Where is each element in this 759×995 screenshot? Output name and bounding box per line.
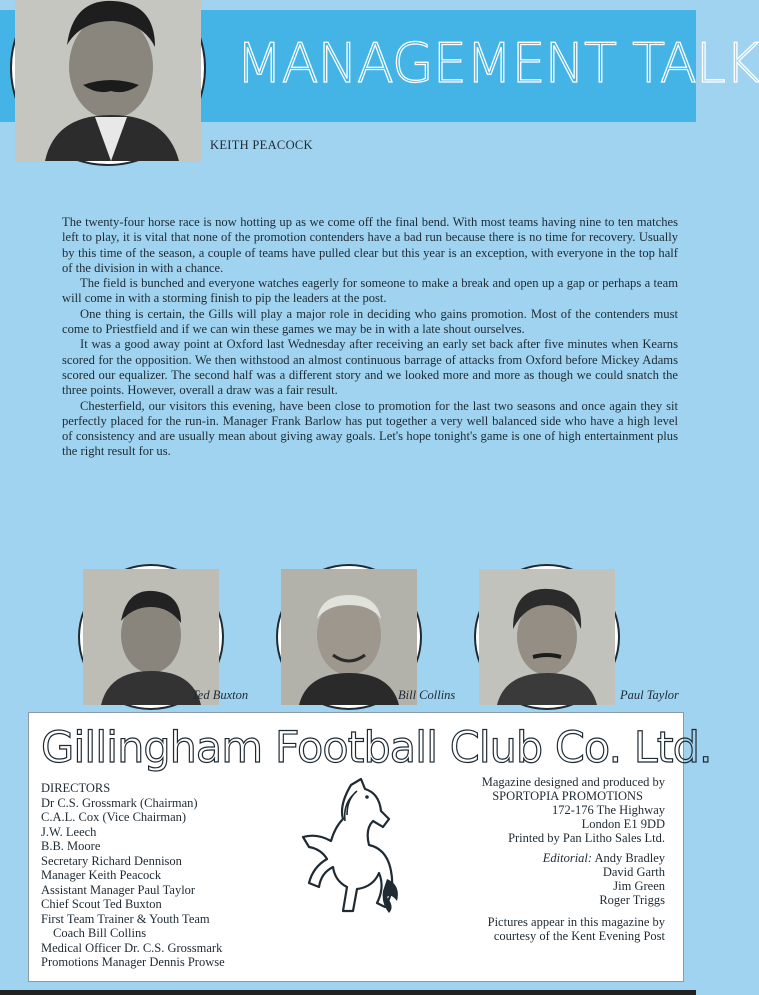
- article-body: [62, 215, 678, 460]
- staff-photo-taylor: [476, 566, 618, 708]
- staff-photo-collins: [278, 566, 420, 708]
- list-item: C.A.L. Cox (Vice Chairman): [41, 810, 187, 824]
- paragraph: One thing is certain, the Gills will play a major role in deciding who gains promotion. Most of the contenders must come to Priestfield and if we can win these games we may be in with a late shout ourselves.: [62, 306, 678, 337]
- address-line: 172-176 The Highway: [552, 803, 665, 817]
- pictures-credit: courtesy of the Kent Evening Post: [493, 929, 665, 943]
- page-title: MANAGEMENT TALK: [236, 32, 759, 95]
- directors-list: [41, 781, 225, 970]
- paragraph: It was a good away point at Oxford last Wednesday after receiving an early set back after five minutes when Kearns scored for the opposition. We then withstood an almost continuous barrage of attacks from Oxford before Mickey Adams scored our equalizer. The second half was a different story and we looked more and more as though we could snatch the three points. However, overall a draw was a fair result.: [62, 337, 678, 398]
- staff-photo-buxton: [80, 566, 222, 708]
- rearing-horse-icon: [291, 775, 409, 915]
- company-name: SPORTOPIA PROMOTIONS: [492, 789, 643, 803]
- bottom-edge: [0, 990, 696, 995]
- portrait-photo-icon: [83, 569, 219, 705]
- caption-collins: Bill Collins: [398, 688, 456, 702]
- designed-by: Magazine designed and produced by: [481, 775, 665, 789]
- list-item: B.B. Moore: [41, 839, 101, 853]
- list-item: Manager Keith Peacock: [41, 868, 162, 882]
- manager-portrait: [12, 0, 204, 164]
- list-item: Secretary Richard Dennison: [41, 853, 182, 868]
- author-name: KEITH PEACOCK: [210, 138, 313, 152]
- list-item: Dr C.S. Grossmark (Chairman): [41, 795, 198, 810]
- list-item: Chief Scout Ted Buxton: [41, 897, 162, 911]
- paragraph: The twenty-four horse race is now hotting up as we come off the final bend. With most teams having nine to ten matches left to play, it is vital that none of the promotion contenders have a bad run because there is no time for recovery. Usually by this time of the season, a couple of teams have pulled clear but this year is an exception, with everyone in the top half of the division in with a chance.: [62, 215, 678, 275]
- address-line: London E1 9DD: [581, 817, 665, 831]
- portrait-photo-icon: [281, 569, 417, 705]
- paragraph: Chesterfield, our visitors this evening, have been close to promotion for the last two seasons and once again they sit perfectly placed for the run-in. Manager Frank Barlow has put together a very well balanced side who have a high level of consistency and are usually mean about giving away goals. Let's hope tonight's game is one of high entertainment plus the right result for us.: [62, 398, 678, 459]
- editorial-line: [429, 851, 665, 865]
- directors-heading: DIRECTORS: [41, 781, 111, 795]
- portrait-photo-icon: [15, 0, 201, 161]
- club-info-box: [28, 712, 712, 982]
- printer-line: Printed by Pan Litho Sales Ltd.: [508, 831, 665, 845]
- credits-block: [429, 775, 665, 943]
- portrait-photo-icon: [479, 569, 615, 705]
- paragraph: The field is bunched and everyone watches eagerly for someone to make a break and open up a gap or perhaps a team will come in with a storming finish to pip the leaders at the post.: [62, 276, 678, 306]
- editor-name: David Garth: [602, 865, 665, 879]
- caption-taylor: Paul Taylor: [620, 688, 679, 702]
- list-item: Promotions Manager Dennis Prowse: [41, 955, 225, 969]
- list-item: First Team Trainer & Youth Team: [41, 911, 210, 926]
- list-item: Assistant Manager Paul Taylor: [41, 882, 196, 897]
- list-item: Coach Bill Collins: [53, 926, 147, 940]
- editor-name: Andy Bradley: [594, 851, 665, 865]
- club-name: Gillingham Football Club Co. Ltd.: [41, 723, 712, 773]
- list-item: J.W. Leech: [41, 824, 97, 839]
- pictures-credit: Pictures appear in this magazine by: [487, 915, 665, 929]
- caption-buxton: Ted Buxton: [192, 688, 249, 702]
- editorial-label: Editorial:: [542, 851, 593, 865]
- list-item: Medical Officer Dr. C.S. Grossmark: [41, 940, 223, 955]
- editor-name: Jim Green: [613, 879, 665, 893]
- editor-name: Roger Triggs: [599, 893, 665, 907]
